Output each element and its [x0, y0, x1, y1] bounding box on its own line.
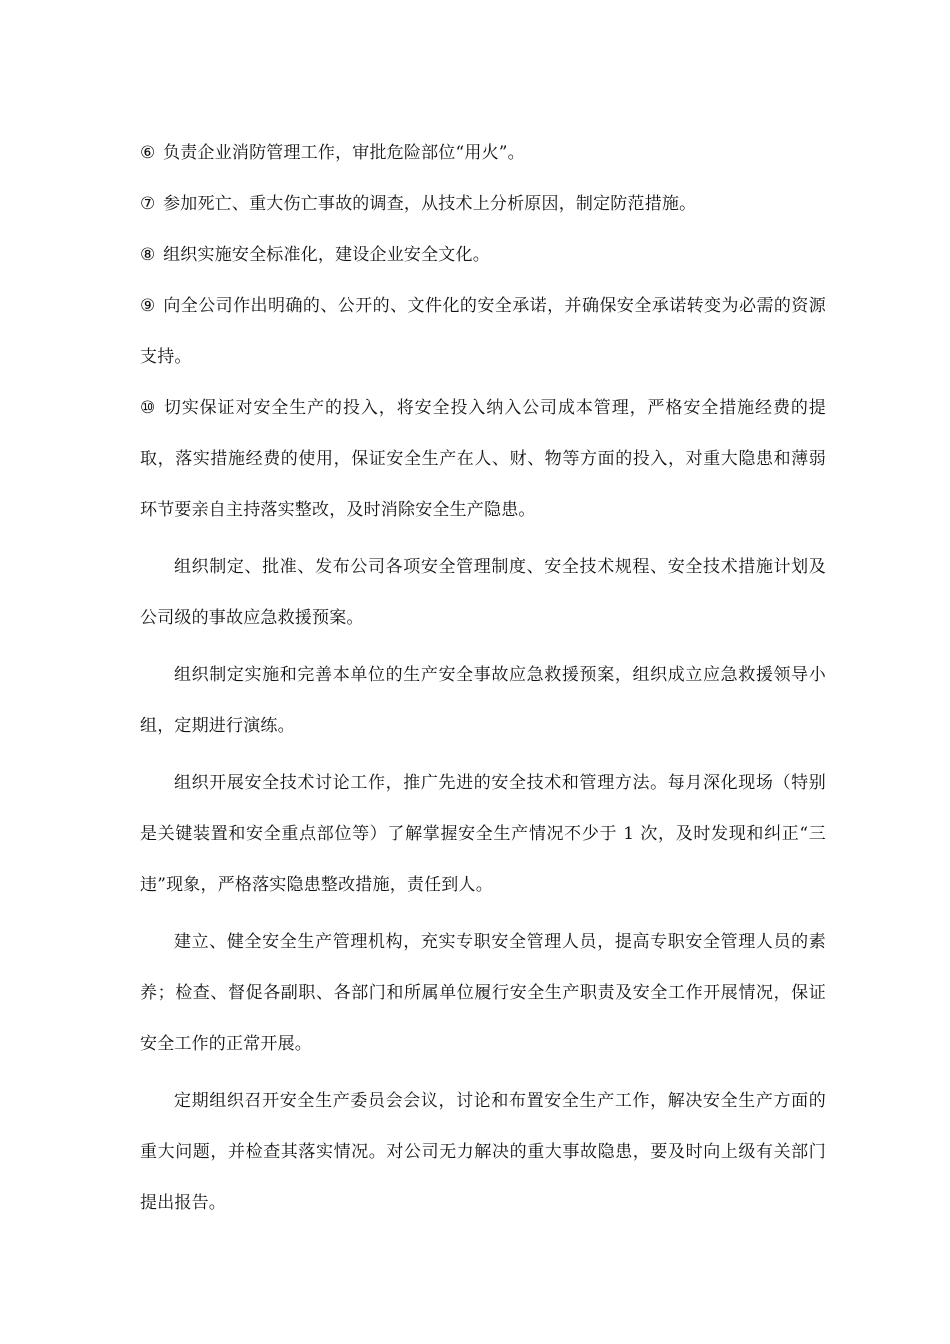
item-number: ⑩	[140, 398, 157, 418]
numbered-item-8	[140, 230, 826, 281]
paragraph: 组织制定、批准、发布公司各项安全管理制度、安全技术规程、安全技术措施计划及公司级的事故应急救援预案。	[140, 557, 826, 628]
numbered-item-7	[140, 179, 826, 230]
paragraph: 组织开展安全技术讨论工作，推广先进的安全技术和管理方法。每月深化现场（特别是关键装置和安全重点部位等）了解掌握安全生产情况不少于 1 次，及时发现和纠正“三违”现象，严格落实隐患整改措施，责任到人。	[140, 773, 826, 895]
item-text: 负责企业消防管理工作，审批危险部位“用火”。	[163, 143, 525, 163]
item-text: 切实保证对安全生产的投入，将安全投入纳入公司成本管理，严格安全措施经费的提取，落实措施经费的使用，保证安全生产在人、财、物等方面的投入，对重大隐患和薄弱环节要亲自主持落实整改，及时消除安全生产隐患。	[140, 398, 826, 520]
paragraph: 组织制定实施和完善本单位的生产安全事故应急救援预案，组织成立应急救援领导小组，定期进行演练。	[140, 665, 826, 736]
numbered-item-6	[140, 128, 826, 179]
item-number: ⑧	[140, 245, 156, 265]
paragraph: 建立、健全安全生产管理机构，充实专职安全管理人员，提高专职安全管理人员的素养；检查、督促各副职、各部门和所属单位履行安全生产职责及安全工作开展情况，保证安全工作的正常开展。	[140, 932, 826, 1054]
document-body	[140, 128, 826, 1229]
item-number: ⑦	[140, 194, 156, 214]
item-number: ⑥	[140, 143, 156, 163]
item-text: 向全公司作出明确的、公开的、文件化的安全承诺，并确保安全承诺转变为必需的资源支持。	[140, 296, 826, 367]
numbered-item-9	[140, 281, 826, 383]
item-text: 组织实施安全标准化，建设企业安全文化。	[163, 245, 490, 265]
numbered-item-10	[140, 383, 826, 536]
paragraph: 定期组织召开安全生产委员会会议，讨论和布置安全生产工作，解决安全生产方面的重大问题，并检查其落实情况。对公司无力解决的重大事故隐患，要及时向上级有关部门提出报告。	[140, 1091, 826, 1213]
item-number: ⑨	[140, 296, 156, 316]
item-text: 参加死亡、重大伤亡事故的调查，从技术上分析原因，制定防范措施。	[163, 194, 697, 214]
